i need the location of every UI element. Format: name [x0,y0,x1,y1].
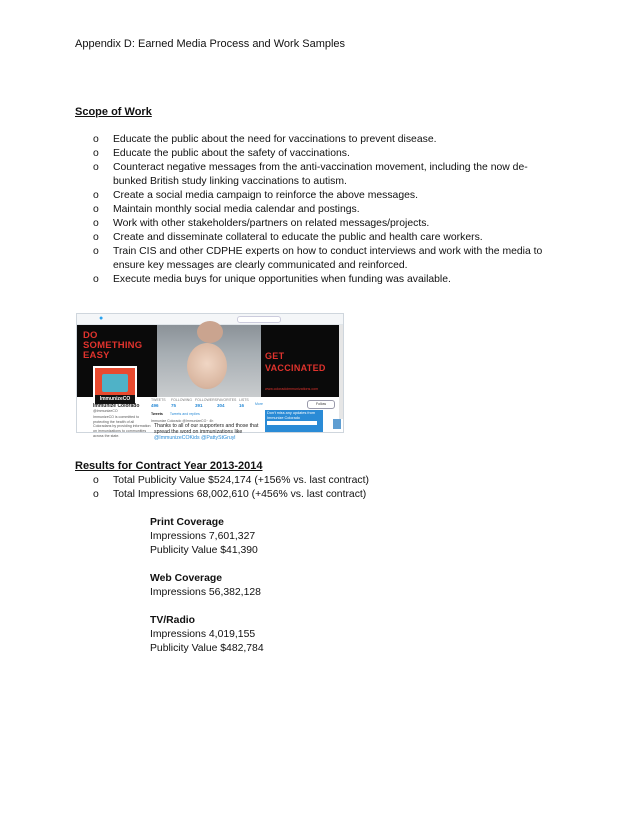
bullet: o [93,190,99,201]
list-item: o Counteract negative messages from the anti-vaccination movement, including the now de-bunked British study linking vaccinations to autism. [93,162,528,187]
bullet: o [93,274,99,285]
profile-card [93,404,151,438]
tab-tweets[interactable]: Tweets [151,412,163,416]
web-coverage [150,572,261,600]
tv-radio-title: TV/Radio [150,615,196,626]
tv-radio-publicity-value: Publicity Value $482,784 [150,643,264,654]
stat-favorites[interactable]: FAVORITES 304 [217,398,237,408]
list-item: o Maintain monthly social media calendar and postings. [93,204,360,215]
list-item: o Train CIS and other CDPHE experts on how to conduct interviews and work with the media to ensure key messages are clearly communicated and reinforced. [93,246,543,271]
banner-url: www.coloradoimmunizations.com [265,387,319,391]
follow-prompt: Don't miss any updates from Immunize Colorado [265,410,323,432]
print-impressions: Impressions 7,601,327 [150,531,256,542]
tv-radio-coverage [150,614,264,656]
profile-stats [151,398,271,412]
list-item: o Educate the public about the safety of vaccinations. [93,148,350,159]
avatar: ImmunizeCO [93,366,137,406]
list-item: o Total Impressions 68,002,610 (+456% vs. last contract) [93,489,367,500]
banner-right-text: GET VACCINATED [265,351,326,373]
tweets-timeline [151,412,261,442]
stat-followers[interactable]: FOLLOWERS 391 [195,398,217,408]
list-item: o Create and disseminate collateral to educate the public and health care workers. [93,232,483,243]
bullet: o [93,475,99,486]
print-publicity-value: Publicity Value $41,390 [150,545,258,556]
profile-handle: @ImmunizeCO [93,408,118,413]
profile-name: Immunize Colorado [93,403,140,409]
list-item: o Educate the public about the need for vaccinations to prevent disease. [93,134,437,145]
page-header: Appendix D: Earned Media Process and Work Samples [75,38,346,50]
bullet: o [93,148,99,159]
stat-lists[interactable]: LISTS 16 [239,398,249,408]
vaccine-card-icon [102,374,128,392]
bullet: o [93,218,99,229]
scope-list [93,133,553,287]
stat-tweets[interactable]: TWEETS 496 [151,398,166,408]
more-menu[interactable]: More [255,402,263,406]
twitter-bird-icon: ● [99,315,104,322]
bullet: o [93,246,99,257]
tweet-text: Thanks to all of our supporters and those that spread the word on immunizations like @ImmunizeCOKids @PattyStGruyl [154,423,259,442]
follow-button[interactable]: Follow [307,400,335,409]
web-impressions: Impressions 56,382,128 [150,587,261,598]
print-coverage [150,516,258,558]
banner-left-text: DO SOMETHING EASY [83,330,143,361]
bullet: o [93,134,99,145]
list-item: o Execute media buys for unique opportunities when funding was available. [93,274,451,285]
scrollbar[interactable] [339,325,343,419]
list-item: o Create a social media campaign to reinforce the above messages. [93,190,418,201]
bullet: o [93,204,99,215]
tab-tweets-replies[interactable]: Tweets and replies [169,412,200,416]
tv-radio-impressions: Impressions 4,019,155 [150,629,256,640]
scope-of-work-heading: Scope of Work [75,106,152,118]
profile-bio: ImmunizeCO is committed to protecting the health of all Coloradans by providing information on immunizations to communities across the state. [93,415,151,438]
results-heading: Results for Contract Year 2013-2014 [75,460,263,472]
print-coverage-title: Print Coverage [150,517,224,528]
bullet: o [93,232,99,243]
tweet-author: Immunize Colorado @ImmunizeCO · 4h [151,419,214,423]
bullet: o [93,489,99,500]
name-field[interactable] [267,421,317,425]
web-coverage-title: Web Coverage [150,573,222,584]
stat-following[interactable]: FOLLOWING 75 [171,398,193,408]
baby-photo [157,325,261,397]
timeline-tabs [151,412,261,417]
tweet-mentions[interactable]: @ImmunizeCOKids @PattyStGruyl [154,435,236,442]
bullet: o [93,162,99,173]
search-input[interactable] [237,316,281,323]
list-item: o Work with other stakeholders/partners on related messages/projects. [93,218,430,229]
results-list [93,474,553,502]
scroll-up-button[interactable] [333,419,341,429]
list-item: o Total Publicity Value $524,174 (+156% vs. last contract) [93,475,369,486]
twitter-profile-screenshot [76,313,344,442]
